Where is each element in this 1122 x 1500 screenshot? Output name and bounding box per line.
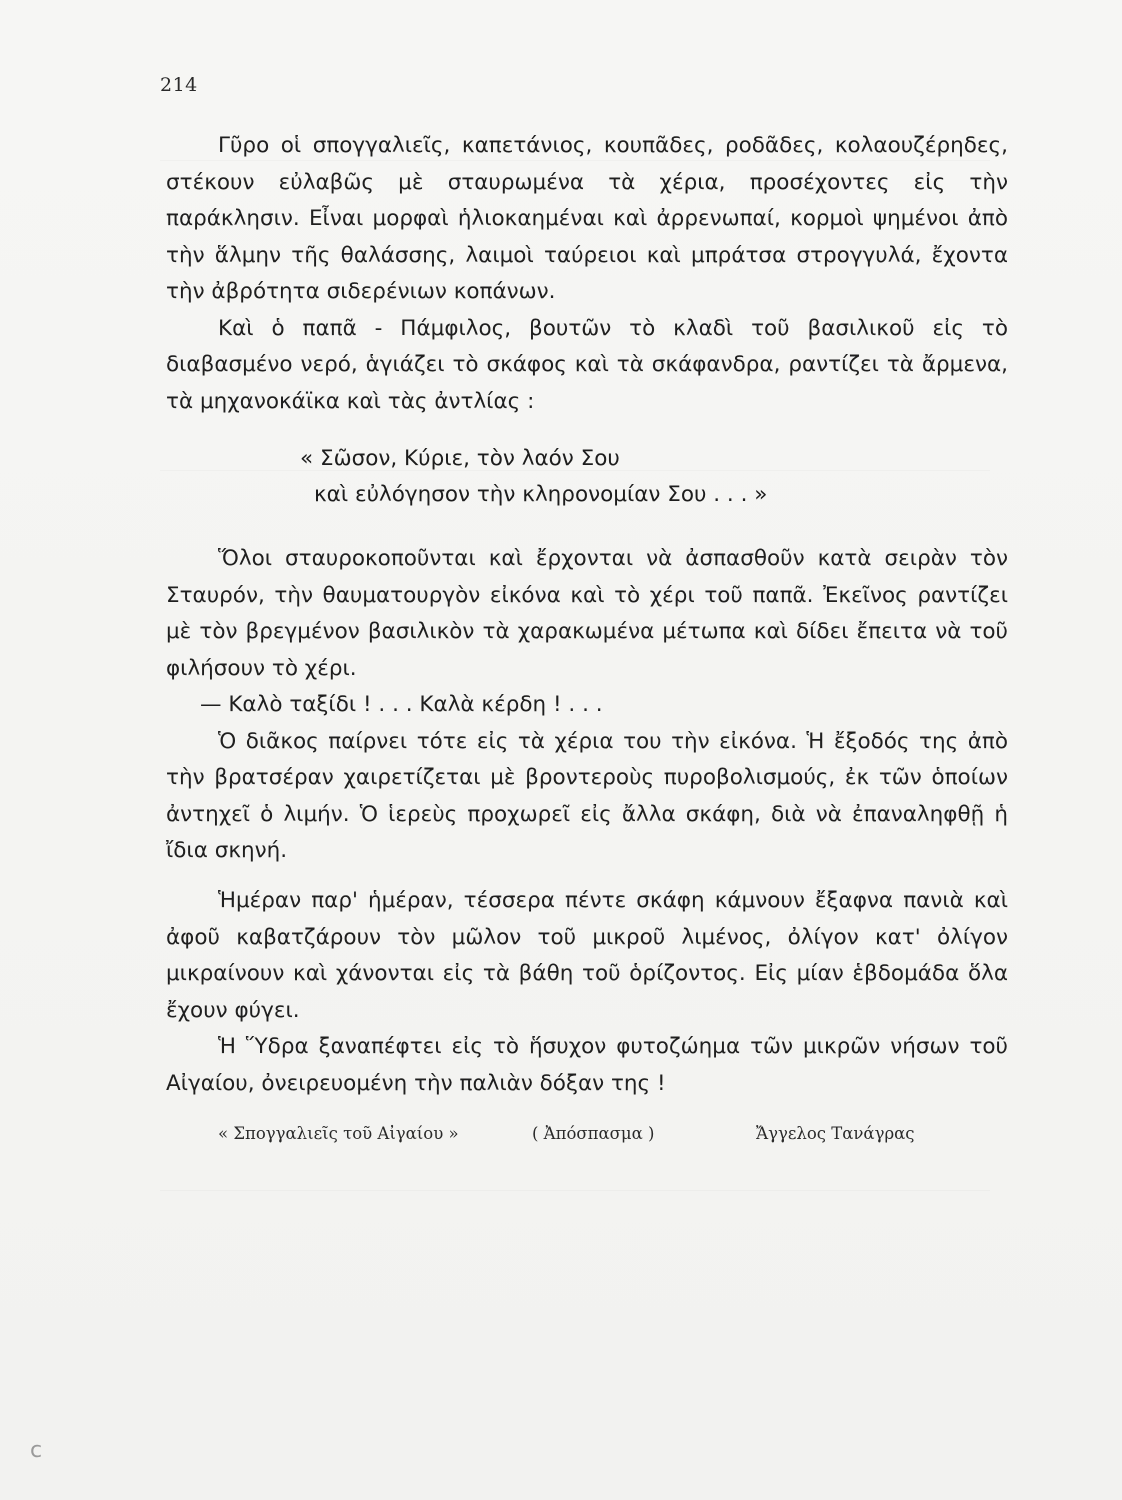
dialogue-line: — Καλὸ ταξίδι ! . . . Καλὰ κέρδη ! . . . — [200, 692, 603, 717]
paragraph-2: Καὶ ὁ παπᾶ - Πάμφιλος, βουτῶν τὸ κλαδὶ τοῦ βασιλικοῦ εἰς τὸ διαβασμένο νερό, ἁγιάζει τὸ σκάφος καὶ τὰ σκάφανδρα, ραντίζει τὰ ἄρμενα, τὰ μηχανοκάϊκα καὶ τὰς ἀντλίας : — [166, 315, 1008, 414]
quote-line-1: « Σῶσον, Κύριε, τὸν λαόν Σου — [300, 446, 620, 471]
credit-source-title: « Σπογγαλιεῖς τοῦ Αἰγαίου » — [218, 1124, 459, 1143]
paragraph-3: Ὅλοι σταυροκοποῦνται καὶ ἔρχονται νὰ ἀσπασθοῦν κατὰ σειρὰν τὸν Σταυρόν, τὴν θαυματουργὸν εἰκόνα καὶ τὸ χέρι τοῦ παπᾶ. Ἐκεῖνος ραντίζει μὲ τὸν βρεγμένον βασιλικὸν τὰ χαρακωμένα μέτωπα καὶ δίδει ἔπειτα νὰ τοῦ φιλήσουν τὸ χέρι. — [166, 546, 1008, 681]
paragraph-group-3 — [166, 541, 1008, 870]
paragraph-group-4 — [166, 883, 1008, 1102]
paragraph-group-1 — [166, 128, 1008, 420]
bleed-through — [160, 1190, 990, 1191]
paragraph-4: Ἡμέραν παρ' ἡμέραν, τέσσερα πέντε σκάφη κάμνουν ἔξαφνα πανιὰ καὶ ἀφοῦ καβατζάρουν τὸν μῶλον τοῦ μικροῦ λιμένος, ὀλίγον κατ' ὀλίγον μικραίνουν καὶ χάνονται εἰς τὰ βάθη τοῦ ὁρίζοντος. Εἰς μίαν ἑβδομάδα ὅλα ἔχουν φύγει. — [166, 888, 1008, 1023]
credit-excerpt-label: ( Ἀπόσπασμα ) — [532, 1124, 655, 1143]
paragraph-1: Γῦρο οἱ σπογγαλιεῖς, καπετάνιος, κουπᾶδες, ροδᾶδες, κολαουζέρηδες, στέκουν εὐλαβῶς μὲ σταυρωμένα τὰ χέρια, προσέχοντες εἰς τὴν παράκλησιν. Εἶναι μορφαὶ ἡλιοκαημέναι καὶ ἀρρενωπαί, κορμοὶ ψημένοι ἀπὸ τὴν ἅλμην τῆς θαλάσσης, λαιμοὶ ταύρειοι καὶ μπράτσα στρογγυλά, ἔχοντα τὴν ἀβρότητα σιδερένιων κοπάνων. — [166, 133, 1008, 304]
page-number: 214 — [160, 74, 198, 96]
closing-paragraph: Ἡ Ὕδρα ξαναπέφτει εἰς τὸ ἥσυχον φυτοζώημα τῶν μικρῶν νήσων τοῦ Αἰγαίου, ὀνειρευομένη τὴν παλιὰν δόξαν της ! — [166, 1034, 1008, 1096]
credit-author: Ἄγγελος Τανάγρας — [756, 1124, 915, 1143]
paragraph-3-continuation: Ὁ διᾶκος παίρνει τότε εἰς τὰ χέρια του τὴν εἰκόνα. Ἡ ἔξοδός της ἀπὸ τὴν βρατσέραν χαιρετίζεται μὲ βροντεροὺς πυροβολισμούς, ἐκ τῶν ὁποίων ἀντηχεῖ ὁ λιμήν. Ὁ ἱερεὺς προχωρεῖ εἰς ἄλλα σκάφη, διὰ νὰ ἐπαναληφθῇ ἡ ἴδια σκηνή. — [166, 728, 1008, 863]
liturgical-quote — [300, 441, 767, 513]
quote-line-2: καὶ εὐλόγησον τὴν κληρονομίαν Σου . . . » — [314, 482, 768, 507]
corner-mark: c — [30, 1438, 43, 1463]
